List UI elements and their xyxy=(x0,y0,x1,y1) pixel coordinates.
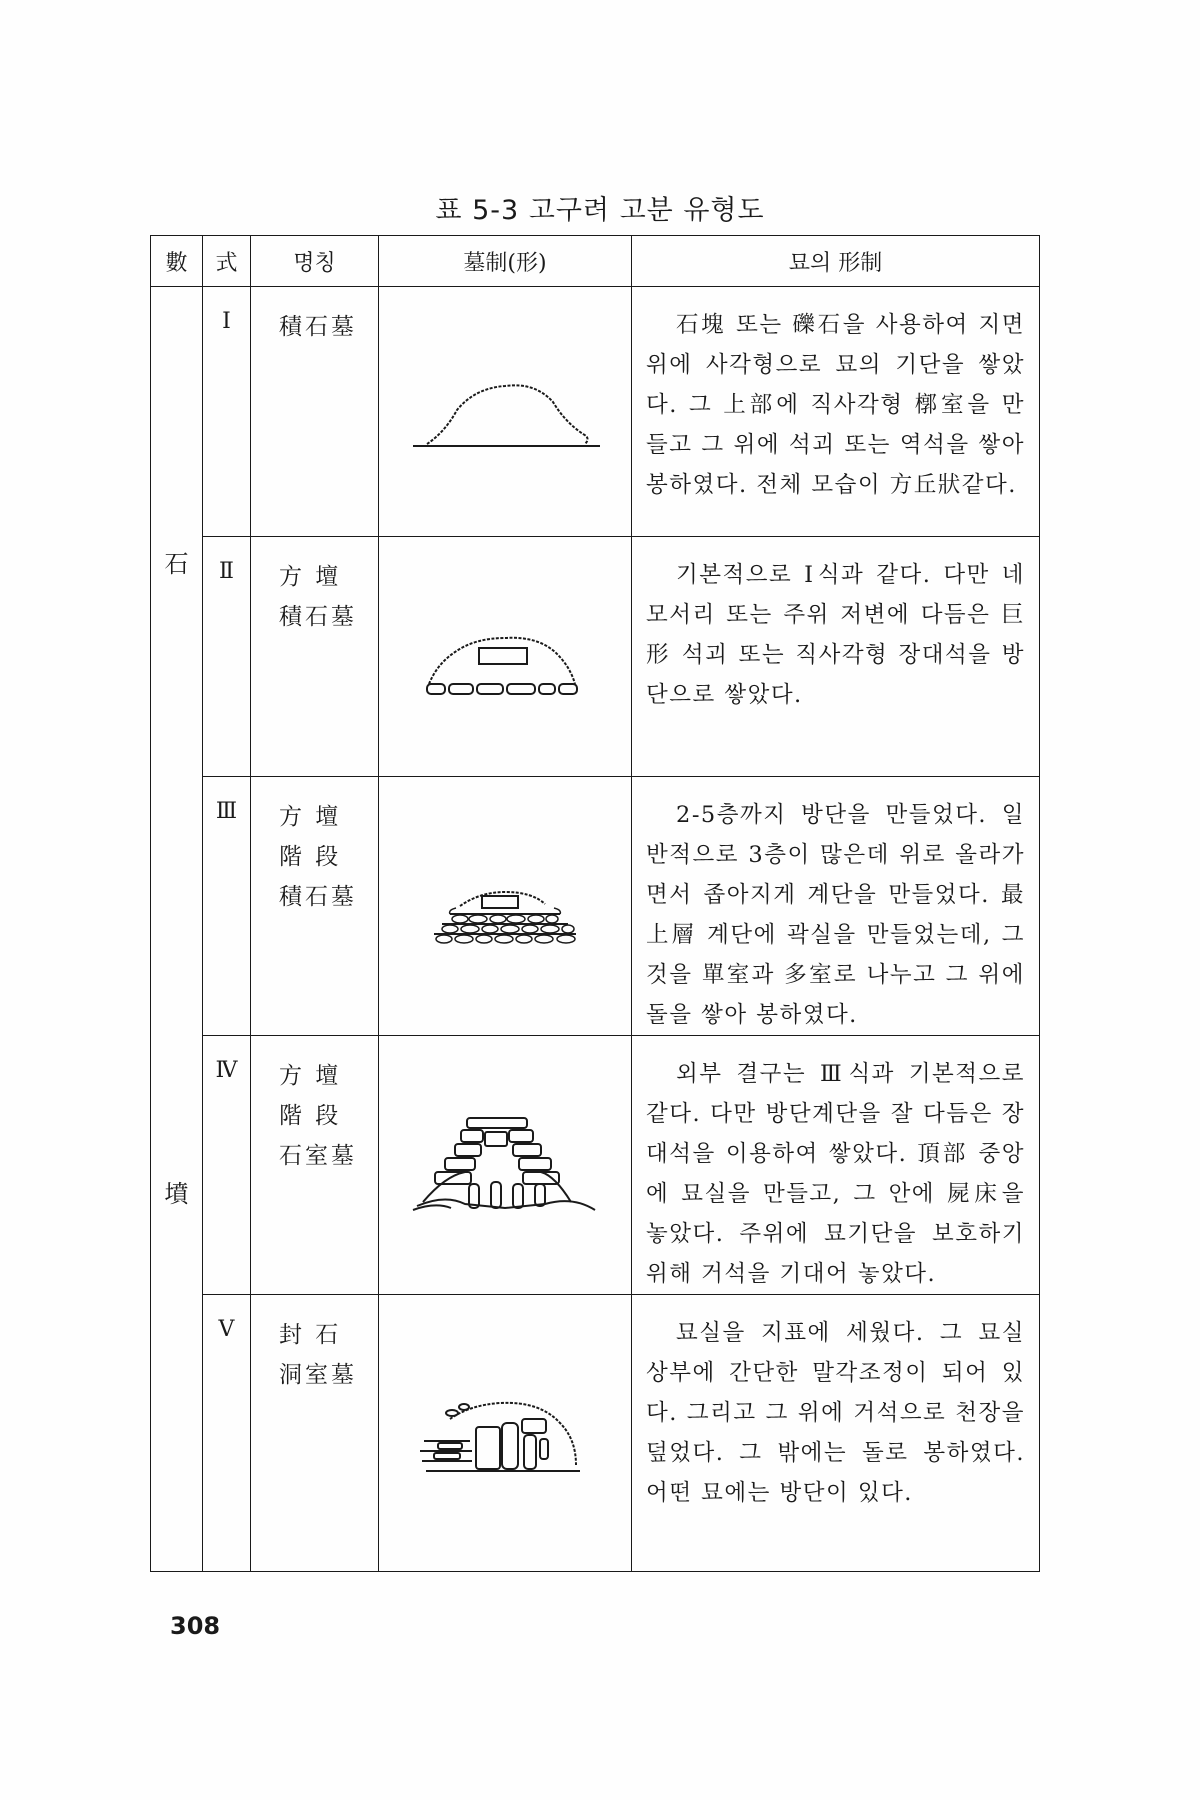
header-row xyxy=(151,236,1040,287)
header-name: 명칭 xyxy=(251,236,379,287)
name-line: 洞室墓 xyxy=(279,1362,357,1388)
group-label-cell xyxy=(151,287,203,1572)
table-row xyxy=(151,537,1040,777)
table-row xyxy=(151,777,1040,1036)
name-line: 積石墓 xyxy=(279,884,357,910)
header-count: 數 xyxy=(151,236,203,287)
group-label-top: 石 xyxy=(164,550,189,578)
table-row xyxy=(151,1036,1040,1295)
table-row xyxy=(151,287,1040,537)
name-line: 方 壇 xyxy=(279,564,342,590)
name-line: 石室墓 xyxy=(279,1143,357,1169)
type-cell: Ⅴ xyxy=(203,1295,251,1572)
type-cell: Ⅲ xyxy=(203,777,251,1036)
type-cell: Ⅱ xyxy=(203,537,251,777)
shape-cell xyxy=(379,537,632,777)
type-cell: Ⅰ xyxy=(203,287,251,537)
description-cell: 2-5층까지 방단을 만들었다. 일반적으로 3층이 많은데 위로 올라가면서 좁아지게 계단을 만들었다. 最上層 계단에 곽실을 만들었는데, 그것을 單室과 多室로 나누고 그 위에 돌을 쌓아 봉하였다. xyxy=(632,777,1040,1036)
name-cell xyxy=(251,287,379,537)
description-cell: 기본적으로 Ⅰ식과 같다. 다만 네 모서리 또는 주위 저변에 다듬은 巨形 석괴 또는 직사각형 장대석을 방단으로 쌓았다. xyxy=(632,537,1040,777)
header-form: 묘의 形制 xyxy=(632,236,1040,287)
name-line: 積石墓 xyxy=(279,314,357,340)
name-line: 方 壇 xyxy=(279,1063,342,1089)
description-cell: 외부 결구는 Ⅲ식과 기본적으로 같다. 다만 방단계단을 잘 다듬은 장대석을 이용하여 쌓았다. 頂部 중앙에 묘실을 만들고, 그 안에 屍床을 놓았다. 주위에 묘기단을 보호하기 위해 거석을 기대어 놓았다. xyxy=(632,1036,1040,1295)
name-cell xyxy=(251,1036,379,1295)
header-shape: 墓制(形) xyxy=(379,236,632,287)
name-line: 封 石 xyxy=(279,1322,342,1348)
shape-cell xyxy=(379,777,632,1036)
group-label-bottom: 墳 xyxy=(164,1180,189,1208)
description-cell: 石塊 또는 礫石을 사용하여 지면 위에 사각형으로 묘의 기단을 쌓았다. 그 上部에 직사각형 槨室을 만들고 그 위에 석괴 또는 역석을 쌓아 봉하였다. 전체 모습이 方丘狀같다. xyxy=(632,287,1040,537)
table-row xyxy=(151,1295,1040,1572)
mound-icon xyxy=(405,372,605,452)
stepped-mound-icon xyxy=(420,866,590,946)
header-type: 式 xyxy=(203,236,251,287)
page-number: 308 xyxy=(170,1612,221,1640)
tomb-type-table xyxy=(150,235,1040,1572)
name-line: 階 段 xyxy=(279,844,342,870)
table-title: 표 5-3 고구려 고분 유형도 xyxy=(435,195,765,226)
cave-chamber-icon xyxy=(410,1383,600,1483)
name-line: 積石墓 xyxy=(279,604,357,630)
stone-chamber-icon xyxy=(405,1110,605,1220)
name-line: 階 段 xyxy=(279,1103,342,1129)
shape-cell xyxy=(379,287,632,537)
base-mound-icon xyxy=(415,612,595,702)
shape-cell xyxy=(379,1036,632,1295)
name-cell xyxy=(251,1295,379,1572)
name-cell xyxy=(251,537,379,777)
shape-cell xyxy=(379,1295,632,1572)
description-cell: 묘실을 지표에 세웠다. 그 묘실 상부에 간단한 말각조정이 되어 있다. 그리고 그 위에 거석으로 천장을 덮었다. 그 밖에는 돌로 봉하였다. 어떤 묘에는 방단이 있다. xyxy=(632,1295,1040,1572)
name-cell xyxy=(251,777,379,1036)
name-line: 方 壇 xyxy=(279,804,342,830)
type-cell: Ⅳ xyxy=(203,1036,251,1295)
